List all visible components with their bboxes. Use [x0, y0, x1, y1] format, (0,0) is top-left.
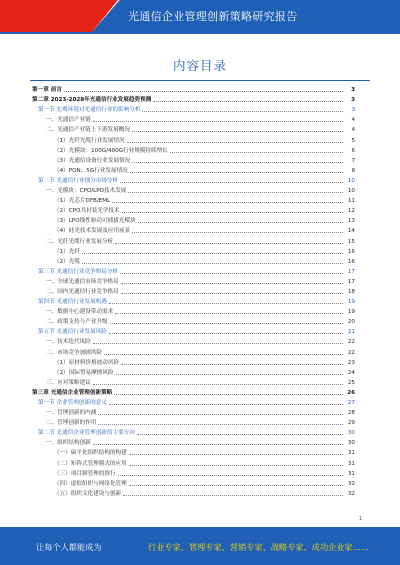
toc-entry-title: 二、管理创新的作用 — [46, 420, 97, 427]
toc-entry-title: 一、组织结构创新 — [46, 440, 91, 447]
toc-entry[interactable] — [32, 195, 355, 205]
toc-entry-title: （4）硅光技术发展及应用前景 — [54, 228, 131, 235]
toc-leader-dots — [112, 201, 343, 203]
toc-entry-title: 第一节 企业管理创新的意义 — [38, 400, 107, 406]
toc-entry-title: （2）光缆 — [54, 258, 80, 265]
toc-entry-page: 17 — [347, 278, 355, 285]
toc-entry-page: 11 — [347, 198, 355, 205]
toc-entry[interactable] — [32, 316, 355, 326]
toc-entry-title: 第三章 光通信企业管理创新策略 — [32, 389, 113, 396]
toc-entry[interactable] — [32, 256, 355, 266]
toc-entry-page: 5 — [351, 137, 355, 144]
toc-leader-dots — [120, 272, 343, 274]
toc-entry-page: 26 — [347, 389, 355, 396]
toc-entry-page: 8 — [351, 167, 355, 174]
toc-entry[interactable] — [32, 468, 355, 478]
toc-entry-page: 13 — [347, 218, 355, 225]
toc-leader-dots — [129, 464, 343, 466]
toc-leader-dots — [110, 322, 343, 324]
toc-entry-page: 3 — [351, 107, 355, 114]
toc-entry-title: （1）光芯片DFB/EML — [54, 198, 111, 205]
toc-leader-dots — [121, 282, 343, 284]
toc-entry[interactable] — [32, 205, 355, 215]
toc-entry[interactable] — [32, 437, 355, 447]
toc-entry[interactable] — [32, 326, 355, 336]
toc-entry-page: 7 — [351, 157, 355, 164]
toc-entry[interactable] — [32, 94, 355, 104]
toc-entry-title: （2）国际贸易摩擦风险 — [54, 369, 114, 376]
toc-entry-page: 30 — [347, 440, 355, 447]
toc-leader-dots — [116, 373, 344, 375]
toc-entry-title: 一、数据中心建设带动需求 — [46, 309, 114, 316]
toc-entry-title: （1）原材料价格波动风险 — [54, 359, 120, 366]
toc-leader-dots — [115, 242, 343, 244]
toc-entry[interactable] — [32, 407, 355, 417]
toc-entry[interactable] — [32, 276, 355, 286]
toc-entry[interactable] — [32, 427, 355, 437]
toc-heading-divider — [30, 80, 370, 81]
toc-leader-dots — [104, 353, 343, 355]
toc-leader-dots — [93, 120, 343, 122]
toc-entry[interactable] — [32, 457, 355, 467]
toc-entry-page: 17 — [347, 268, 355, 275]
report-header-banner — [0, 0, 400, 34]
toc-leader-dots — [138, 221, 343, 223]
toc-entry-page: 31 — [347, 470, 355, 477]
toc-leader-dots — [127, 141, 343, 143]
footer-banner — [0, 527, 400, 565]
toc-entry[interactable] — [32, 104, 355, 114]
toc-entry-page: 22 — [347, 339, 355, 346]
footer-slogan: 让每个人都能成为 — [36, 542, 102, 552]
toc-entry[interactable] — [32, 134, 355, 144]
toc-entry-page: 14 — [347, 228, 355, 235]
toc-entry-page: 32 — [347, 480, 355, 487]
toc-entry[interactable] — [32, 306, 355, 316]
toc-entry[interactable] — [32, 377, 355, 387]
toc-entry[interactable] — [32, 84, 355, 94]
toc-entry[interactable] — [32, 175, 355, 185]
toc-leader-dots — [114, 393, 343, 395]
toc-entry[interactable] — [32, 488, 355, 498]
toc-entry[interactable] — [32, 367, 355, 377]
toc-entry[interactable] — [32, 124, 355, 134]
toc-leader-dots — [132, 161, 343, 163]
toc-heading: 内容目录 — [172, 58, 227, 73]
toc-entry-page: 23 — [347, 359, 355, 366]
toc-entry-title: （2）光模块：100G/400G行业规模持续增长 — [54, 147, 168, 154]
toc-leader-dots — [98, 413, 343, 415]
toc-leader-dots — [170, 151, 343, 153]
toc-entry-title: 二、国内光通信行业竞争格局 — [46, 288, 119, 295]
toc-entry-title: 第三节 光通信行业竞争格局分析 — [38, 268, 119, 275]
toc-entry[interactable] — [32, 225, 355, 235]
toc-entry-title: （3）光通信设备行业发展情况 — [54, 157, 131, 164]
toc-entry-title: 二、光通信产业链上下游发展概况 — [46, 127, 130, 134]
toc-entry-title: 第五节 光通信行业发展风险 — [38, 329, 107, 336]
toc-leader-dots — [121, 363, 343, 365]
toc-entry-page: 3 — [351, 87, 355, 94]
toc-leader-dots — [98, 423, 343, 425]
page-number: 1 — [358, 516, 362, 522]
toc-leader-dots — [109, 403, 343, 405]
toc-entry-title: 一、光模块：CPO/LPO技术发展 — [46, 188, 127, 195]
toc-entry-title: 第一章 前言 — [32, 87, 62, 94]
toc-entry-title: 二、市场竞争加剧风险 — [46, 349, 102, 356]
toc-entry-page: 16 — [347, 248, 355, 255]
toc-leader-dots — [132, 231, 343, 233]
toc-entry[interactable] — [32, 165, 355, 175]
toc-entry-title: 一、光通信产业链 — [46, 117, 91, 124]
toc-leader-dots — [129, 484, 343, 486]
toc-entry-page: 12 — [347, 208, 355, 215]
toc-entry[interactable] — [32, 447, 355, 457]
toc-entry-page: 4 — [351, 127, 355, 134]
toc-entry-title: （一）扁平化组织结构的构建 — [54, 450, 127, 457]
toc-entry[interactable] — [32, 478, 355, 488]
toc-entry-page: 30 — [347, 430, 355, 437]
toc-entry-page: 18 — [347, 288, 355, 295]
toc-entry[interactable] — [32, 266, 355, 276]
toc-leader-dots — [129, 453, 343, 455]
toc-entry-title: 二、光纤光缆行业发展分析 — [46, 238, 114, 245]
toc-leader-dots — [137, 433, 343, 435]
toc-leader-dots — [121, 292, 343, 294]
toc-entry-page: 31 — [347, 460, 355, 467]
toc-entry-page: 31 — [347, 450, 355, 457]
toc-entry[interactable] — [32, 185, 355, 195]
toc-leader-dots — [82, 262, 343, 264]
toc-entry-title: 第一节 宏观环境对光通信行业的影响分析 — [38, 107, 141, 114]
toc-leader-dots — [109, 302, 343, 304]
toc-entry-title: （1）光纤光缆行业发展情况 — [54, 137, 125, 144]
toc-leader-dots — [123, 494, 343, 496]
toc-entry[interactable] — [32, 336, 355, 346]
toc-entry-title: 一、技术迭代风险 — [46, 339, 91, 346]
toc-entry-title: （三）项目制管理的推行 — [54, 470, 116, 477]
toc-entry-page: 32 — [347, 490, 355, 497]
toc-entry[interactable] — [32, 346, 355, 356]
toc-entry[interactable] — [32, 357, 355, 367]
toc-entry-title: （1）光纤 — [54, 248, 80, 255]
toc-entry-page: 27 — [347, 400, 355, 406]
toc-entry-title: 二、政策支持与产业升级 — [46, 319, 108, 326]
toc-leader-dots — [153, 100, 343, 102]
toc-entry-title: （四）虚拟组织与网络化管理 — [54, 480, 127, 487]
toc-entry[interactable] — [32, 235, 355, 245]
toc-entry[interactable] — [32, 114, 355, 124]
report-title: 光通信企业管理创新策略研究报告 — [128, 10, 298, 23]
toc-leader-dots — [64, 90, 343, 92]
toc-entry-page: 19 — [347, 309, 355, 316]
toc-leader-dots — [142, 110, 343, 112]
toc-entry[interactable] — [32, 296, 355, 306]
toc-leader-dots — [82, 252, 343, 254]
toc-leader-dots — [128, 191, 343, 193]
toc-leader-dots — [118, 474, 343, 476]
toc-entry-title: 第四节 光通信行业发展机遇 — [38, 299, 107, 306]
toc-entry-page: 21 — [347, 329, 355, 336]
toc-entry-title: （2）CPO共封装光学技术 — [54, 208, 120, 215]
toc-entry-title: 三、应对策略建议 — [46, 379, 91, 386]
toc-entry-page: 24 — [347, 369, 355, 376]
toc-entry-title: （3）LPO线性驱动可插拔光模块 — [54, 218, 136, 225]
toc-entry-page: 3 — [351, 97, 355, 104]
toc-leader-dots — [130, 171, 343, 173]
toc-entry[interactable] — [32, 417, 355, 427]
toc-entry-title: （二）矩阵式管理模式的应用 — [54, 460, 127, 467]
toc-leader-dots — [93, 383, 343, 385]
toc-leader-dots — [109, 332, 343, 334]
toc-entry[interactable] — [32, 215, 355, 225]
toc-entry-title: 一、管理创新的内涵 — [46, 410, 97, 417]
toc-leader-dots — [115, 312, 343, 314]
toc-entry-page: 10 — [347, 177, 355, 184]
toc-entry[interactable] — [32, 397, 355, 407]
toc-entry-title: 第二节 光通信企业管理创新的主要方向 — [38, 430, 135, 437]
toc-entry-page: 6 — [351, 147, 355, 154]
toc-leader-dots — [122, 211, 343, 213]
toc-leader-dots — [120, 181, 343, 183]
table-of-contents — [32, 84, 355, 498]
toc-entry-page: 15 — [347, 238, 355, 245]
toc-entry-page: 4 — [351, 117, 355, 124]
toc-entry[interactable] — [32, 155, 355, 165]
toc-entry-title: 一、全球光通信市场竞争格局 — [46, 278, 119, 285]
toc-entry[interactable] — [32, 387, 355, 397]
footer-roles: 行业专家、管理专家、营销专家、战略专家、成功企业家…… — [148, 542, 370, 552]
toc-leader-dots — [93, 342, 343, 344]
toc-leader-dots — [132, 130, 343, 132]
toc-entry-title: 第二节 光通信行业细分市场分析 — [38, 177, 119, 184]
toc-entry-page: 28 — [347, 410, 355, 417]
toc-entry-title: 第二章 2023-2028年光通信行业发展趋势预测 — [32, 97, 152, 104]
toc-entry[interactable] — [32, 286, 355, 296]
toc-entry-page: 19 — [347, 299, 355, 306]
toc-entry-page: 20 — [347, 319, 355, 326]
toc-entry-title: （五）组织文化建设与创新 — [54, 490, 122, 497]
toc-entry-page: 16 — [347, 258, 355, 265]
toc-entry-page: 22 — [347, 349, 355, 356]
toc-leader-dots — [93, 443, 343, 445]
toc-entry-title: （4）PON、5G行业发展情况 — [54, 167, 128, 174]
toc-entry[interactable] — [32, 246, 355, 256]
toc-entry-page: 10 — [347, 188, 355, 195]
toc-entry-page: 29 — [347, 420, 355, 427]
toc-entry-page: 25 — [347, 379, 355, 386]
toc-entry[interactable] — [32, 145, 355, 155]
